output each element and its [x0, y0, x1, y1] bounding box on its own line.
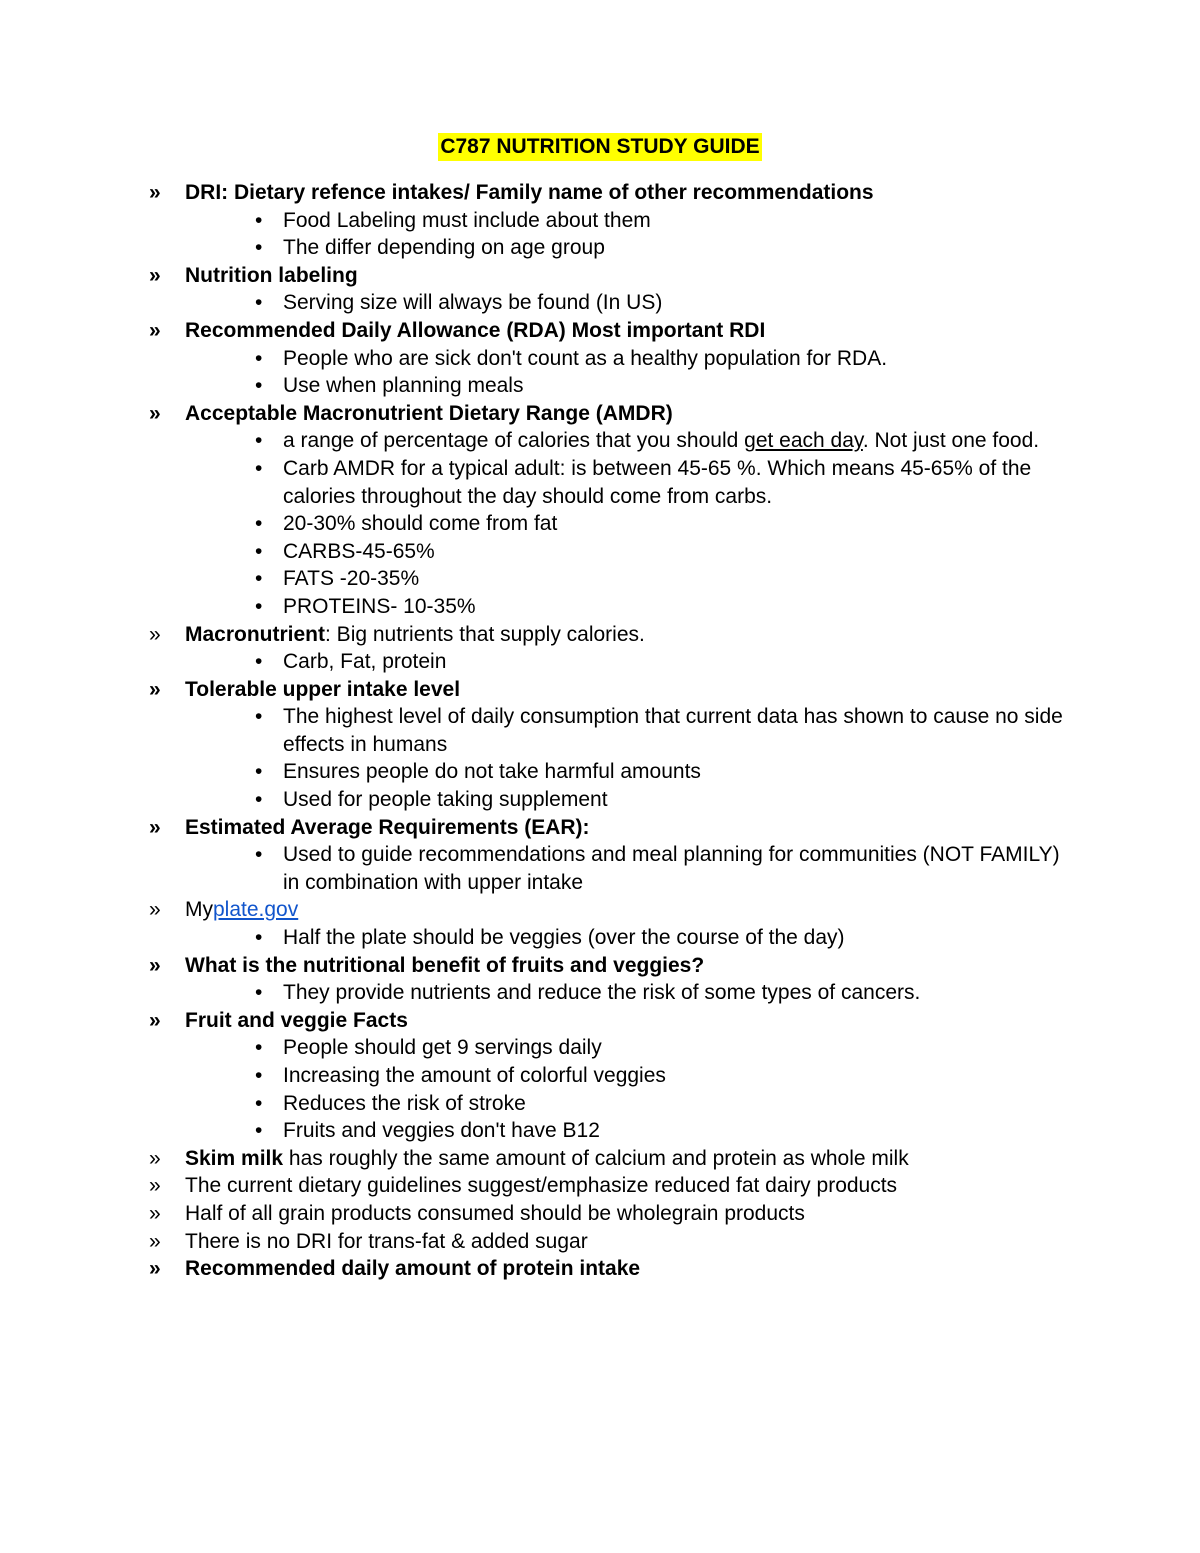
section-marker: »: [149, 401, 161, 425]
section-marker: »: [149, 677, 161, 701]
section-marker: »: [149, 263, 161, 287]
bullet-item: • a range of percentage of calories that you should get each day. Not just one food.: [148, 427, 1068, 455]
section-heading: » Tolerable upper intake level: [148, 676, 1068, 704]
section-marker: »: [149, 622, 161, 646]
section-heading: » Macronutrient: Big nutrients that supply calories.: [148, 621, 1068, 649]
bullet-item: • Reduces the risk of stroke: [148, 1090, 1068, 1118]
section-marker: »: [149, 1146, 161, 1170]
bullet-marker: •: [255, 539, 263, 563]
bullet-item: • The differ depending on age group: [148, 234, 1068, 262]
bullet-marker: •: [255, 788, 263, 812]
bullet-marker: •: [255, 1036, 263, 1060]
bullet-marker: •: [255, 705, 263, 729]
section-marker: »: [149, 318, 161, 342]
bullet-marker: •: [255, 456, 263, 480]
bullet-item: • People who are sick don't count as a healthy population for RDA.: [148, 345, 1068, 373]
bullet-item: • FATS -20-35%: [148, 565, 1068, 593]
bullet-item: • Used for people taking supplement: [148, 786, 1068, 814]
section-heading: » Skim milk has roughly the same amount of calcium and protein as whole milk: [148, 1145, 1068, 1173]
bullet-item: • CARBS-45-65%: [148, 538, 1068, 566]
bullet-marker: •: [255, 926, 263, 950]
bullet-item: • The highest level of daily consumption that current data has shown to cause no side effects in humans: [255, 705, 1063, 756]
bullet-marker: •: [255, 374, 263, 398]
section-marker: »: [149, 181, 161, 204]
bullet-item: • They provide nutrients and reduce the risk of some types of cancers.: [148, 979, 1068, 1007]
bullet-marker: •: [255, 208, 263, 232]
bullet-marker: •: [255, 594, 263, 618]
underlined-text: get each day: [744, 429, 863, 453]
bullet-item: • Half the plate should be veggies (over the course of the day): [148, 924, 1068, 952]
section-heading: » Fruit and veggie Facts: [148, 1007, 1068, 1035]
bullet-marker: •: [255, 429, 263, 453]
bullet-marker: •: [255, 843, 263, 867]
section-marker: »: [149, 815, 161, 839]
section-heading: » Recommended daily amount of protein intake: [148, 1255, 1068, 1283]
bullet-marker: •: [255, 236, 263, 260]
bullet-marker: •: [255, 1091, 263, 1115]
section-heading: » Half of all grain products consumed should be wholegrain products: [148, 1200, 1068, 1228]
bullet-item: • Increasing the amount of colorful veggies: [148, 1062, 1068, 1090]
bullet-item: • PROTEINS- 10-35%: [148, 593, 1068, 621]
section-marker: »: [149, 1257, 161, 1281]
bullet-item: • Food Labeling must include about them: [148, 207, 1068, 235]
bullet-item: • Use when planning meals: [148, 372, 1068, 400]
bullet-marker: •: [255, 1119, 263, 1143]
bullet-item: • Used to guide recommendations and meal planning for communities (NOT FAMILY) in combination with upper intake: [255, 843, 1060, 894]
section-marker: »: [149, 1229, 161, 1253]
bullet-marker: •: [255, 981, 263, 1005]
myplate-link[interactable]: plate.gov: [213, 898, 299, 922]
page-title: C787 NUTRITION STUDY GUIDE: [438, 133, 761, 161]
section-heading: » Nutrition labeling: [148, 262, 1068, 290]
section-marker: »: [149, 953, 161, 977]
bullet-item: • Serving size will always be found (In US): [148, 289, 1068, 317]
section-heading: » Myplate.gov: [148, 896, 1068, 924]
bullet-item: • People should get 9 servings daily: [148, 1034, 1068, 1062]
section-heading: » Recommended Daily Allowance (RDA) Most important RDI: [148, 317, 1068, 345]
section-marker: »: [149, 1201, 161, 1225]
section-marker: »: [149, 1008, 161, 1032]
bullet-marker: •: [255, 650, 263, 674]
title-container: [0, 133, 1200, 161]
bullet-item: • Ensures people do not take harmful amounts: [148, 758, 1068, 786]
bullet-marker: •: [255, 567, 263, 591]
section-heading: » DRI: Dietary refence intakes/ Family name of other recommendations: [148, 179, 1068, 207]
section-heading: » Estimated Average Requirements (EAR):: [148, 814, 1068, 842]
bullet-marker: •: [255, 512, 263, 536]
section-marker: »: [149, 1174, 161, 1198]
bullet-item: • 20-30% should come from fat: [148, 510, 1068, 538]
bullet-item: • Carb, Fat, protein: [148, 648, 1068, 676]
section-heading: » Acceptable Macronutrient Dietary Range (AMDR): [148, 400, 1068, 428]
section-heading: » There is no DRI for trans-fat & added sugar: [148, 1228, 1068, 1256]
bullet-item: • Fruits and veggies don't have B12: [148, 1117, 1068, 1145]
bullet-marker: •: [255, 760, 263, 784]
section-marker: »: [149, 898, 161, 922]
bullet-item: • Carb AMDR for a typical adult: is between 45-65 %. Which means 45-65% of the calories throughout the day should come from carbs.: [255, 456, 1032, 508]
study-guide-body: [148, 179, 1068, 1283]
bullet-marker: •: [255, 291, 263, 315]
bullet-marker: •: [255, 1064, 263, 1087]
section-heading: » What is the nutritional benefit of fruits and veggies?: [148, 952, 1068, 980]
section-heading: » The current dietary guidelines suggest/emphasize reduced fat dairy products: [148, 1172, 1068, 1200]
bullet-marker: •: [255, 346, 263, 370]
